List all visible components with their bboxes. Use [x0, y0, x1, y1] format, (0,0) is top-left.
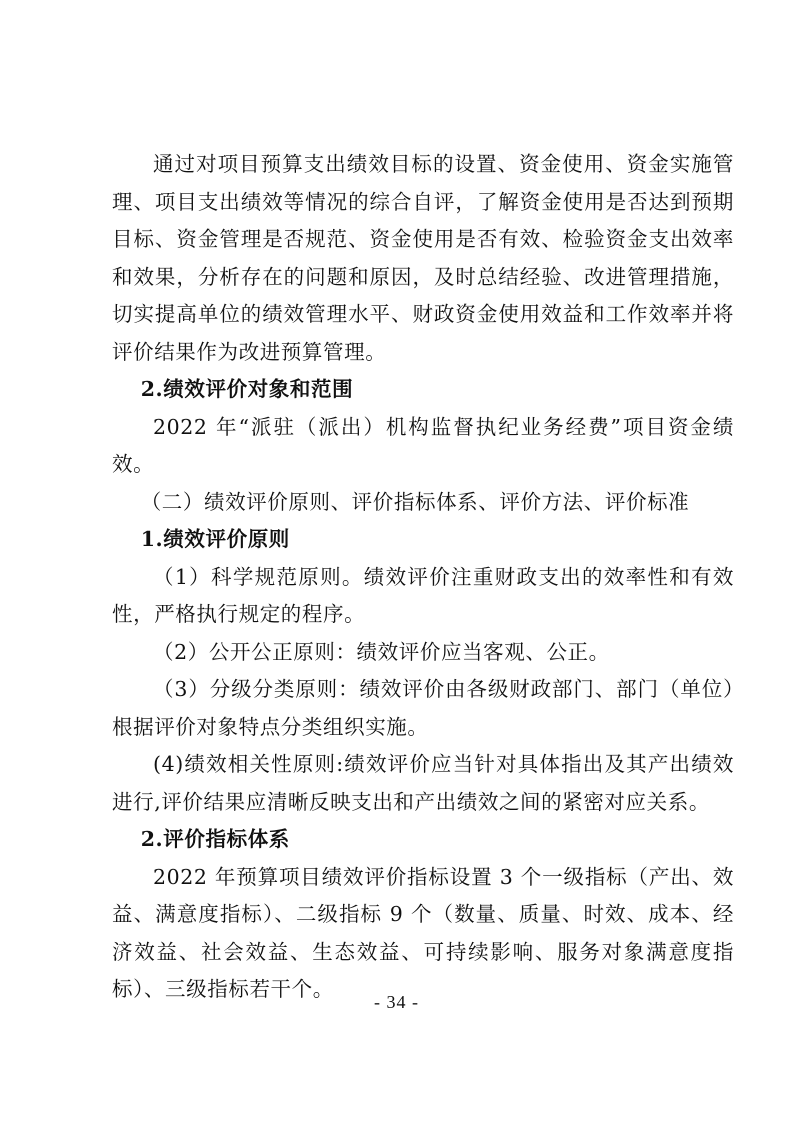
document-body [112, 146, 734, 1009]
page-number: - 34 - [374, 992, 419, 1012]
section-heading-principles: （二）绩效评价原则、评价指标体系、评价方法、评价标准 [140, 489, 690, 514]
heading-evaluation-principles: 1.绩效评价原则 [140, 527, 290, 551]
paragraph-principle-2: （2）公开公正原则：绩效评价应当客观、公正。 [153, 639, 610, 664]
paragraph-evaluation-scope: 2022 年“派驻（派出）机构监督执纪业务经费”项目资金绩效。 [112, 414, 734, 476]
paragraph-principle-4: (4)绩效相关性原则:绩效评价应当针对具体指出及其产出绩效进行,评价结果应清晰反映支出和产出绩效之间的紧密对应关系。 [112, 752, 734, 814]
heading-evaluation-scope: 2.绩效评价对象和范围 [140, 377, 354, 401]
paragraph-indicator-system: 2022 年预算项目绩效评价指标设置 3 个一级指标（产出、效益、满意度指标）、二级指标 9 个（数量、质量、时效、成本、经济效益、社会效益、生态效益、可持续影响、服务对象满意度指标）、三级指标若干个。 [112, 864, 734, 1001]
paragraph-principle-3: （3）分级分类原则：绩效评价由各级财政部门、部门（单位）根据评价对象特点分类组织实施。 [112, 677, 734, 739]
heading-indicator-system: 2.评价指标体系 [140, 827, 290, 851]
paragraph-evaluation-purpose: 通过对项目预算支出绩效目标的设置、资金使用、资金实施管理、项目支出绩效等情况的综合自评，了解资金使用是否达到预期目标、资金管理是否规范、资金使用是否有效、检验资金支出效率和效果，分析存在的问题和原因，及时总结经验、改进管理措施，切实提高单位的绩效管理水平、财政资金使用效益和工作效率并将评价结果作为改进预算管理。 [112, 152, 734, 364]
paragraph-principle-1: （1）科学规范原则。绩效评价注重财政支出的效率性和有效性，严格执行规定的程序。 [112, 564, 734, 626]
